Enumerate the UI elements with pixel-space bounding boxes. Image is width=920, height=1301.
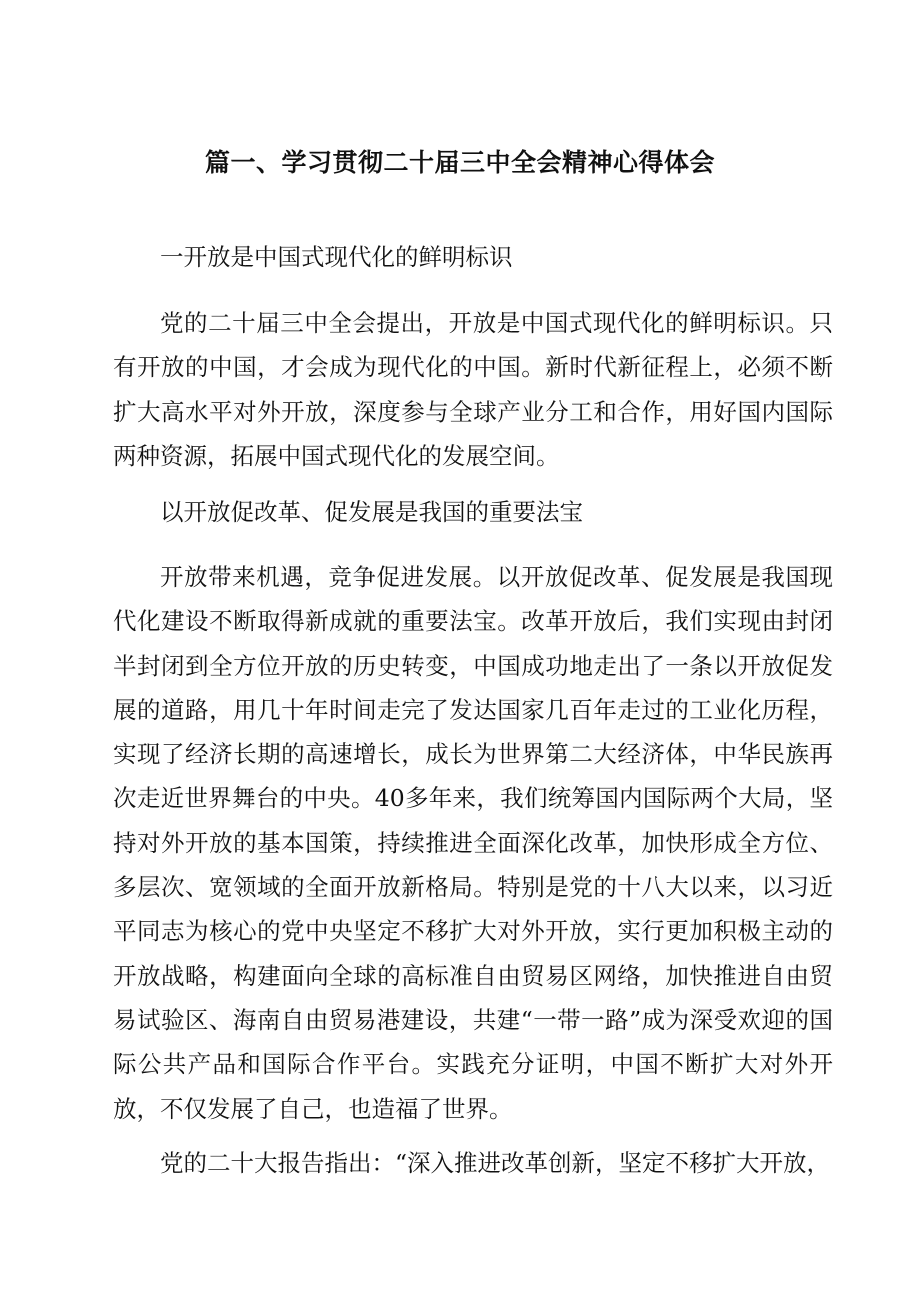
section-heading: 以开放促改革、促发展是我国的重要法宝 (160, 498, 583, 526)
body-paragraph-partial: 党的二十大报告指出：“深入推进改革创新，坚定不移扩大开放， (160, 1149, 831, 1177)
document-title: 篇一、学习贯彻二十届三中全会精神心得体会 (204, 148, 715, 177)
section-heading: 一开放是中国式现代化的鲜明标识 (160, 243, 513, 271)
body-paragraph: 开放带来机遇，竞争促进发展。以开放促改革、促发展是我国现代化建设不断取得新成就的重要法宝。改革开放后，我们实现由封闭半封闭到全方位开放的历史转变，中国成功地走出了一条以开放促发展的道路，用几十年时间走完了发达国家几百年走过的工业化历程，实现了经济长期的高速增长，成长为世界第二大经济体，中华民族再次走近世界舞台的中央。40多年来，我们统筹国内国际两个大局，坚持对外开放的基本国策，持续推进全面深化改革，加快形成全方位、多层次、宽领域的全面开放新格局。特别是党的十八大以来，以习近平同志为核心的党中央坚定不移扩大对外开放，实行更加积极主动的开放战略，构建面向全球的高标准自由贸易区网络，加快推进自由贸易试验区、海南自由贸易港建设，共建“一带一路”成为深受欢迎的国际公共产品和国际合作平台。实践充分证明，中国不断扩大对外开放，不仅发展了自己，也造福了世界。 (113, 563, 833, 1123)
body-paragraph: 党的二十届三中全会提出，开放是中国式现代化的鲜明标识。只有开放的中国，才会成为现代化的中国。新时代新征程上，必须不断扩大高水平对外开放，深度参与全球产业分工和合作，用好国内国际两种资源，拓展中国式现代化的发展空间。 (113, 309, 833, 470)
